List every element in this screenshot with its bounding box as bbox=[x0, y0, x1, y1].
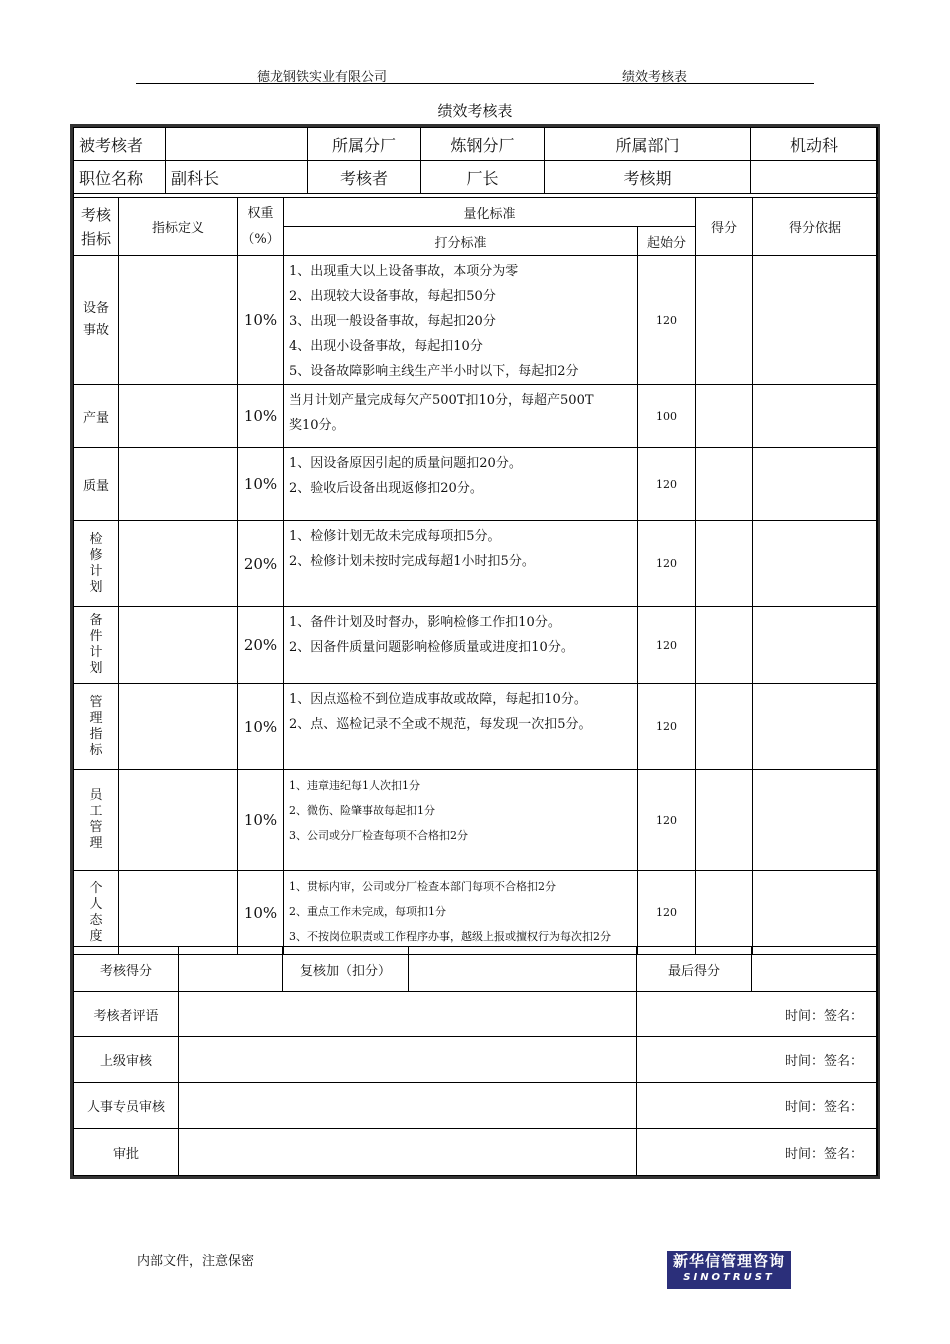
header-company: 德龙钢铁实业有限公司 bbox=[257, 70, 388, 85]
signoff-label: 上级审核 bbox=[74, 1037, 179, 1083]
period-label: 考核期 bbox=[545, 161, 751, 194]
indicator-definition[interactable] bbox=[119, 448, 238, 521]
signoff-comment[interactable] bbox=[179, 1083, 637, 1129]
table-row bbox=[74, 256, 878, 385]
col-header-start: 起始分 bbox=[638, 227, 696, 256]
indicator-header-l1: 考核 bbox=[80, 205, 111, 224]
review-adjust-value[interactable] bbox=[409, 947, 637, 992]
indicator-weight: 10% bbox=[238, 448, 284, 521]
position-label: 职位名称 bbox=[74, 161, 166, 194]
basis-cell[interactable] bbox=[753, 385, 878, 448]
sinotrust-logo bbox=[667, 1251, 791, 1289]
table-row bbox=[74, 871, 878, 955]
period-value[interactable] bbox=[751, 161, 878, 194]
factory-label: 所属分厂 bbox=[308, 128, 421, 161]
start-score: 120 bbox=[638, 448, 696, 521]
position-value[interactable]: 副科长 bbox=[166, 161, 308, 194]
indicator-weight: 10% bbox=[238, 385, 284, 448]
basis-cell[interactable] bbox=[753, 770, 878, 871]
sign-label: 签名： bbox=[823, 1146, 863, 1162]
scoring-criteria: 1、备件计划及时督办，影响检修工作扣10分。 2、因备件质量问题影响检修质量或进度扣10分。 bbox=[284, 607, 638, 684]
time-label: 时间： bbox=[784, 1100, 824, 1115]
score-cell[interactable] bbox=[696, 871, 753, 955]
signoff-comment[interactable] bbox=[179, 992, 637, 1037]
signoff-comment[interactable] bbox=[179, 1129, 637, 1176]
indicator-weight: 10% bbox=[238, 770, 284, 871]
indicator-weight: 10% bbox=[238, 871, 284, 955]
info-table bbox=[73, 127, 878, 194]
indicator-weight: 10% bbox=[238, 256, 284, 385]
indicator-weight: 20% bbox=[238, 607, 284, 684]
indicator-definition[interactable] bbox=[119, 607, 238, 684]
col-header-definition: 指标定义 bbox=[119, 198, 238, 256]
indicator-name: 检修计划 bbox=[74, 521, 119, 607]
indicator-definition[interactable] bbox=[119, 256, 238, 385]
scoring-criteria: 1、出现重大以上设备事故，本项分为零 2、出现较大设备事故，每起扣50分 3、出现一般设备事故，每起扣20分 4、出现小设备事故，每起扣10分 5、设备故障影响主线生产半小时以下，每起扣2分 bbox=[284, 256, 638, 385]
weight-header-l1: 权重 bbox=[247, 205, 274, 221]
basis-cell[interactable] bbox=[753, 684, 878, 770]
confidential-note: 内部文件，注意保密 bbox=[137, 1254, 255, 1269]
table-row bbox=[74, 448, 878, 521]
score-cell[interactable] bbox=[696, 256, 753, 385]
signoff-comment[interactable] bbox=[179, 1037, 637, 1083]
basis-cell[interactable] bbox=[753, 871, 878, 955]
sign-label: 签名： bbox=[823, 1100, 863, 1115]
signoff-row bbox=[74, 1037, 878, 1083]
col-header-score: 得分 bbox=[696, 198, 753, 256]
col-header-basis: 得分依据 bbox=[753, 198, 878, 256]
col-header-weight bbox=[238, 198, 284, 256]
indicator-name: 设备事故 bbox=[74, 256, 119, 385]
total-score-label: 考核得分 bbox=[74, 947, 179, 992]
assessee-value[interactable] bbox=[166, 128, 308, 161]
criteria-table bbox=[73, 197, 878, 955]
indicator-name: 备件计划 bbox=[74, 607, 119, 684]
start-score: 120 bbox=[638, 256, 696, 385]
score-cell[interactable] bbox=[696, 521, 753, 607]
indicator-name: 管理指标 bbox=[74, 684, 119, 770]
assessor-label: 考核者 bbox=[308, 161, 421, 194]
score-cell[interactable] bbox=[696, 448, 753, 521]
basis-cell[interactable] bbox=[753, 256, 878, 385]
col-header-indicator bbox=[74, 198, 119, 256]
indicator-definition[interactable] bbox=[119, 385, 238, 448]
start-score: 120 bbox=[638, 871, 696, 955]
assessor-value[interactable]: 厂长 bbox=[421, 161, 545, 194]
col-header-scoring: 打分标准 bbox=[284, 227, 638, 256]
indicator-name: 产量 bbox=[74, 385, 119, 448]
final-score-value[interactable] bbox=[752, 947, 878, 992]
time-label: 时间： bbox=[784, 1054, 824, 1069]
logo-chinese-text: 新华信管理咨询 bbox=[672, 1252, 785, 1270]
start-score: 120 bbox=[638, 521, 696, 607]
indicator-name: 员工管理 bbox=[74, 770, 119, 871]
basis-cell[interactable] bbox=[753, 607, 878, 684]
start-score: 120 bbox=[638, 684, 696, 770]
signoff-row bbox=[74, 1083, 878, 1129]
signoff-label: 审批 bbox=[74, 1129, 179, 1176]
indicator-weight: 20% bbox=[238, 521, 284, 607]
score-cell[interactable] bbox=[696, 684, 753, 770]
indicator-header-l2: 指标 bbox=[80, 229, 111, 248]
assessee-label: 被考核者 bbox=[74, 128, 166, 161]
indicator-name: 质量 bbox=[74, 448, 119, 521]
basis-cell[interactable] bbox=[753, 521, 878, 607]
table-row bbox=[74, 607, 878, 684]
score-cell[interactable] bbox=[696, 385, 753, 448]
page-title: 绩效考核表 bbox=[437, 102, 513, 120]
basis-cell[interactable] bbox=[753, 448, 878, 521]
header-rule bbox=[136, 83, 814, 84]
table-row bbox=[74, 684, 878, 770]
scoring-criteria: 当月计划产量完成每欠产500T扣10分，每超产500T 奖10分。 bbox=[284, 385, 638, 448]
dept-label: 所属部门 bbox=[545, 128, 751, 161]
start-score: 100 bbox=[638, 385, 696, 448]
scoring-criteria: 1、因点巡检不到位造成事故或故障，每起扣10分。 2、点、巡检记录不全或不规范，每发现一次扣5分。 bbox=[284, 684, 638, 770]
table-row bbox=[74, 385, 878, 448]
logo-english-text: SINOTRUST bbox=[683, 1272, 775, 1283]
start-score: 120 bbox=[638, 770, 696, 871]
indicator-definition[interactable] bbox=[119, 521, 238, 607]
factory-value[interactable]: 炼钢分厂 bbox=[421, 128, 545, 161]
scoring-criteria: 1、因设备原因引起的质量问题扣20分。 2、验收后设备出现返修扣20分。 bbox=[284, 448, 638, 521]
time-label: 时间： bbox=[784, 1008, 824, 1024]
start-score: 120 bbox=[638, 607, 696, 684]
indicator-definition[interactable] bbox=[119, 770, 238, 871]
scoring-criteria: 1、贯标内审，公司或分厂检查本部门每项不合格扣2分 2、重点工作未完成，每项扣1分 3、不按岗位职责或工作程序办事，越级上报或擅权行为每次扣2分 bbox=[284, 871, 638, 955]
indicator-definition[interactable] bbox=[119, 871, 238, 955]
indicator-definition[interactable] bbox=[119, 684, 238, 770]
table-row bbox=[74, 770, 878, 871]
signoff-time-sign[interactable] bbox=[637, 1083, 878, 1129]
sign-label: 签名： bbox=[823, 1008, 863, 1024]
weight-header-l2: （%） bbox=[241, 231, 280, 247]
signoff-label: 考核者评语 bbox=[74, 992, 179, 1037]
indicator-weight: 10% bbox=[238, 684, 284, 770]
review-adjust-label: 复核加（扣分） bbox=[283, 947, 409, 992]
time-label: 时间： bbox=[784, 1146, 824, 1162]
score-cell[interactable] bbox=[696, 607, 753, 684]
table-row bbox=[74, 521, 878, 607]
signoff-label: 人事专员审核 bbox=[74, 1083, 179, 1129]
col-header-quant: 量化标准 bbox=[284, 198, 696, 227]
signoff-time-sign[interactable] bbox=[637, 1037, 878, 1083]
dept-value[interactable]: 机动科 bbox=[751, 128, 878, 161]
signoff-time-sign[interactable] bbox=[637, 992, 878, 1037]
sign-label: 签名： bbox=[823, 1054, 863, 1069]
scoring-criteria: 1、违章违纪每1人次扣1分 2、微伤、险肇事故每起扣1分 3、公司或分厂检查每项不合格扣2分 bbox=[284, 770, 638, 871]
signoff-time-sign[interactable] bbox=[637, 1129, 878, 1176]
final-score-label: 最后得分 bbox=[637, 947, 752, 992]
total-score-value[interactable] bbox=[179, 947, 283, 992]
indicator-name: 个人态度 bbox=[74, 871, 119, 955]
signoff-row bbox=[74, 992, 878, 1037]
scoring-criteria: 1、检修计划无故未完成每项扣5分。 2、检修计划未按时完成每超1小时扣5分。 bbox=[284, 521, 638, 607]
signoff-row bbox=[74, 1129, 878, 1176]
score-cell[interactable] bbox=[696, 770, 753, 871]
signoff-table bbox=[73, 946, 878, 1176]
header-doc-name: 绩效考核表 bbox=[622, 70, 688, 85]
